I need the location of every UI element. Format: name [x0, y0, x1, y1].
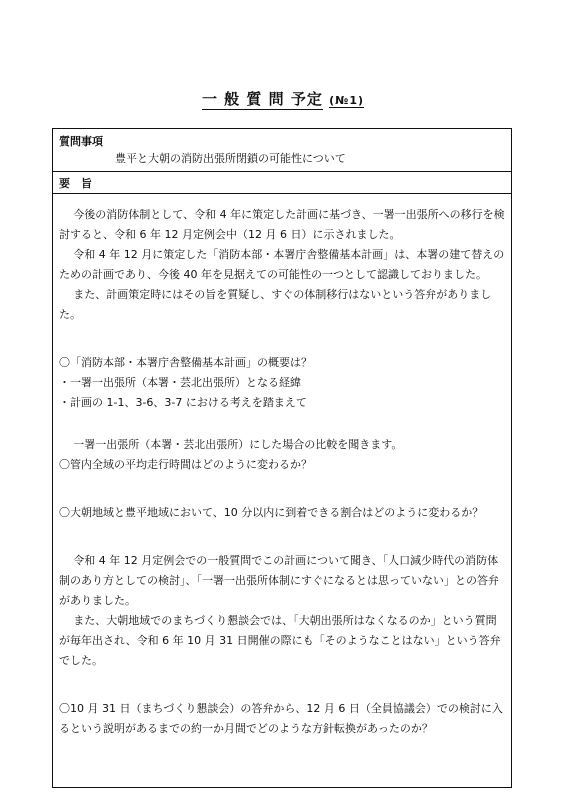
- summary-body: [59, 205, 507, 739]
- paragraph-2: 令和 4 年 12 月に策定した「消防本部・本署庁舎整備基本計画」は、本署の建て替えのための計画であり、今後 40 年を見据えての可能性の一つとして認識しておりました。: [59, 248, 505, 281]
- paragraph-3: また、計画策定時にはその旨を質疑し、すぐの体制移行はないという答弁がありました。: [59, 288, 492, 321]
- question-3: 〇大朝地域と豊平地域において、10 分以内に到着できる割合はどのように変わるか？: [59, 506, 484, 519]
- paragraph-1: 今後の消防体制として、令和 4 年に策定した計画に基づき、一署一出張所への移行を検討すると、令和 6 年 12 月定例会中（12 月 6 日）に示されました。: [59, 208, 505, 241]
- paragraph-4: 一署一出張所（本署・芸北出張所）にした場合の比較を聞きます。: [73, 438, 403, 451]
- question-item-label: 質問事項: [59, 135, 103, 148]
- question-1-point-b: ・計画の 1-1、3-6、3-7 における考えを踏まえて: [59, 396, 307, 409]
- title-number: (№1): [329, 94, 365, 107]
- summary-label: 要 旨: [59, 177, 92, 190]
- question-1: 〇「消防本部・本署庁舎整備基本計画」の概要は？: [59, 356, 312, 369]
- paragraph-5: 令和 4 年 12 月定例会での一般質問でこの計画について聞き、「人口減少時代の消防体制のあり方としての検討」、「一署一出張所体制にすぐになるとは思っていない」との答弁がありました。: [59, 554, 499, 607]
- question-form: [52, 128, 512, 788]
- question-2: 〇管内全域の平均走行時間はどのように変わるか？: [59, 458, 312, 471]
- page-title: [0, 88, 566, 109]
- title-text: 一 般 質 問 予定: [201, 90, 323, 108]
- divider-2: [53, 193, 511, 194]
- question-item-text: 豊平と大朝の消防出張所閉鎖の可能性について: [115, 152, 346, 165]
- question-1-point-a: ・一署一出張所（本署・芸北出張所）となる経緯: [59, 376, 301, 389]
- divider-1: [53, 171, 511, 172]
- question-4: 〇10 月 31 日（まちづくり懇談会）の答弁から、12 月 6 日（全員協議会）での検討に入るという説明があるまでの約一か月間でどのような方針転換があったのか？: [59, 702, 503, 735]
- paragraph-6: また、大朝地域でのまちづくり懇談会では、「大朝出張所はなくなるのか」という質問が毎年出され、令和 6 年 10 月 31 日開催の際にも「そのようなことはない」という答弁でした。: [59, 614, 501, 667]
